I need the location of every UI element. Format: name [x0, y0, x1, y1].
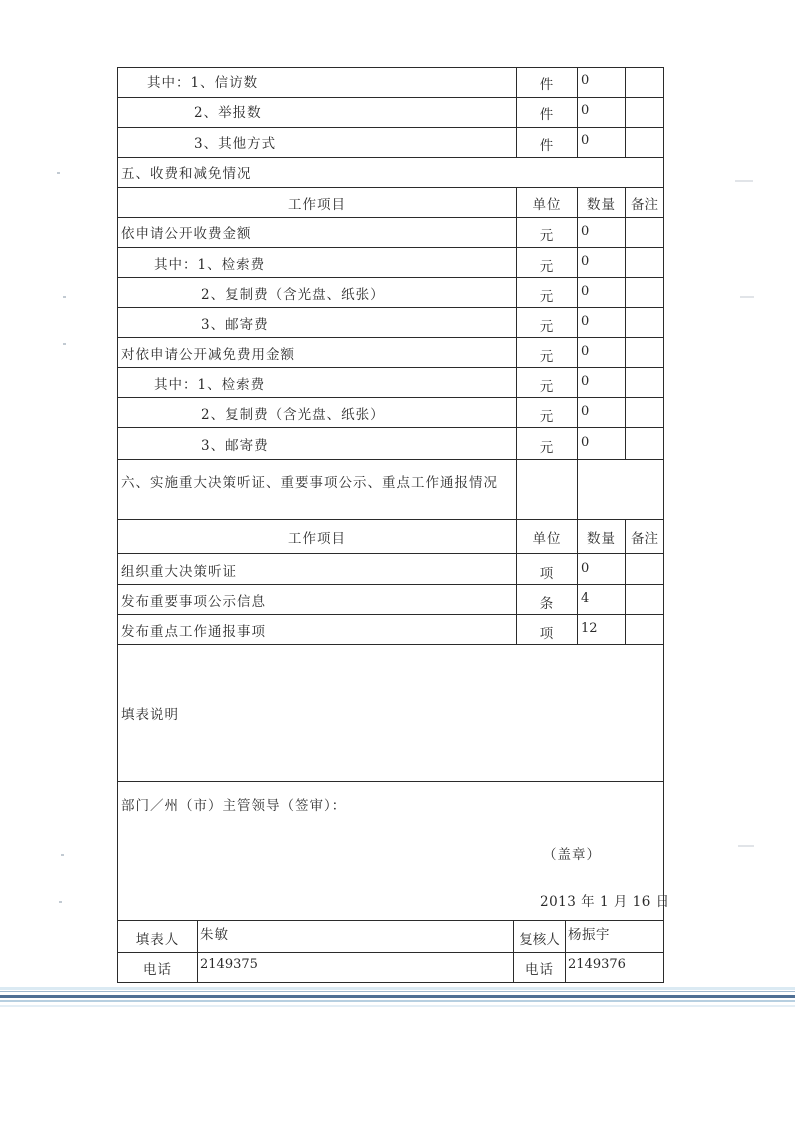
fee-qty: 0	[581, 404, 590, 419]
disclosure-item: 发布重点工作通报事项	[121, 624, 266, 640]
filler-phone: 2149375	[200, 957, 258, 972]
column-header-item: 工作项目	[288, 197, 346, 213]
fee-unit: 元	[539, 228, 555, 244]
fee-qty: 0	[581, 254, 590, 269]
scan-speck	[63, 296, 66, 298]
complaint-unit: 件	[539, 77, 555, 93]
qty-col-line	[577, 187, 578, 644]
disclosure-qty: 12	[581, 621, 598, 636]
row-line	[117, 157, 664, 158]
fee-unit: 元	[539, 349, 555, 365]
column-header-note: 备注	[631, 531, 658, 547]
fee-qty: 0	[581, 435, 590, 450]
complaint-qty: 0	[581, 73, 590, 88]
row-line	[117, 459, 664, 460]
fee-item: 依申请公开收费金额	[121, 226, 252, 242]
scan-stripe	[0, 987, 795, 990]
fee-qty: 0	[581, 374, 590, 389]
scan-stripe	[0, 991, 795, 992]
filler-phone-label: 电话	[143, 962, 172, 978]
scan-speck	[740, 296, 754, 298]
row-line	[117, 397, 664, 398]
fee-item: 3、邮寄费	[201, 438, 269, 454]
note-col-line	[625, 187, 626, 459]
disclosure-item: 组织重大决策听证	[121, 564, 237, 580]
scan-speck	[59, 901, 62, 903]
fee-item: 对依申请公开减免费用金额	[121, 347, 295, 363]
qty-col-line	[577, 67, 578, 157]
complaint-unit: 件	[539, 107, 555, 123]
notes-label: 填表说明	[121, 707, 179, 723]
row-line	[117, 614, 664, 615]
disclosure-item: 发布重要事项公示信息	[121, 594, 266, 610]
row-line	[117, 67, 664, 68]
row-line	[117, 217, 664, 218]
fee-qty: 0	[581, 344, 590, 359]
row-line	[117, 644, 664, 645]
reviewer-phone-label: 电话	[525, 962, 554, 978]
scan-speck	[738, 845, 754, 847]
seal-label: （盖章）	[543, 847, 601, 863]
column-header-qty: 数量	[587, 197, 616, 213]
complaint-item: 3、其他方式	[194, 136, 277, 152]
row-line	[117, 982, 664, 983]
scan-stripe	[0, 995, 795, 998]
fee-item: 2、复制费（含光盘、纸张）	[201, 287, 385, 303]
row-line	[117, 97, 664, 98]
section-title: 五、收费和减免情况	[121, 166, 252, 182]
footer-col-line	[197, 920, 198, 982]
fee-unit: 元	[539, 440, 555, 456]
row-line	[117, 427, 664, 428]
column-header-unit: 单位	[532, 531, 562, 547]
scan-speck	[61, 854, 64, 856]
row-line	[117, 519, 664, 520]
disclosure-unit: 条	[539, 596, 555, 612]
footer-col-line	[565, 920, 566, 982]
fee-qty: 0	[581, 224, 590, 239]
approval-date: 2013 年 1 月 16 日	[540, 894, 670, 910]
disclosure-unit: 项	[539, 626, 555, 642]
fee-unit: 元	[539, 259, 555, 275]
column-header-unit: 单位	[532, 197, 562, 213]
disclosure-qty: 4	[581, 591, 590, 606]
row-line	[117, 367, 664, 368]
complaint-qty: 0	[581, 133, 590, 148]
reviewer-name: 杨振宇	[568, 927, 610, 943]
row-line	[117, 127, 664, 128]
row-line	[117, 337, 664, 338]
filler-name: 朱敏	[200, 927, 229, 943]
reviewer-label: 复核人	[519, 932, 560, 948]
note-col-line	[625, 67, 626, 157]
scan-speck	[63, 343, 66, 345]
section-title: 六、实施重大决策听证、重要事项公示、重点工作通报情况	[121, 475, 498, 491]
filler-label: 填表人	[135, 932, 180, 948]
fee-unit: 元	[539, 379, 555, 395]
table-right-border	[663, 67, 664, 982]
complaint-unit: 件	[539, 138, 555, 154]
column-header-item: 工作项目	[288, 531, 346, 547]
approval-label: 部门／州（市）主管领导（签审）：	[121, 798, 347, 814]
fee-item: 3、邮寄费	[201, 317, 269, 333]
row-line	[117, 952, 664, 953]
row-line	[117, 584, 664, 585]
scan-stripe	[0, 1000, 795, 1002]
fee-qty: 0	[581, 314, 590, 329]
complaint-item: 2、举报数	[194, 105, 262, 121]
row-line	[117, 920, 664, 921]
fee-item: 其中：1、检索费	[154, 257, 266, 273]
disclosure-qty: 0	[581, 561, 590, 576]
fee-unit: 元	[539, 289, 555, 305]
fee-unit: 元	[539, 319, 555, 335]
scan-speck	[735, 180, 753, 182]
fee-qty: 0	[581, 284, 590, 299]
complaint-qty: 0	[581, 103, 590, 118]
disclosure-unit: 项	[539, 566, 555, 582]
row-line	[117, 247, 664, 248]
row-line	[117, 781, 664, 782]
fee-item: 其中：1、检索费	[154, 377, 266, 393]
fee-unit: 元	[539, 409, 555, 425]
column-header-qty: 数量	[587, 531, 616, 547]
scan-stripe	[0, 1005, 795, 1007]
scan-speck	[57, 172, 60, 174]
reviewer-phone: 2149376	[568, 957, 626, 972]
column-header-note: 备注	[631, 197, 658, 213]
row-line	[117, 307, 664, 308]
row-line	[117, 553, 664, 554]
fee-item: 2、复制费（含光盘、纸张）	[201, 407, 385, 423]
row-line	[117, 187, 664, 188]
row-line	[117, 277, 664, 278]
complaint-item: 其中：1、信访数	[147, 75, 259, 91]
